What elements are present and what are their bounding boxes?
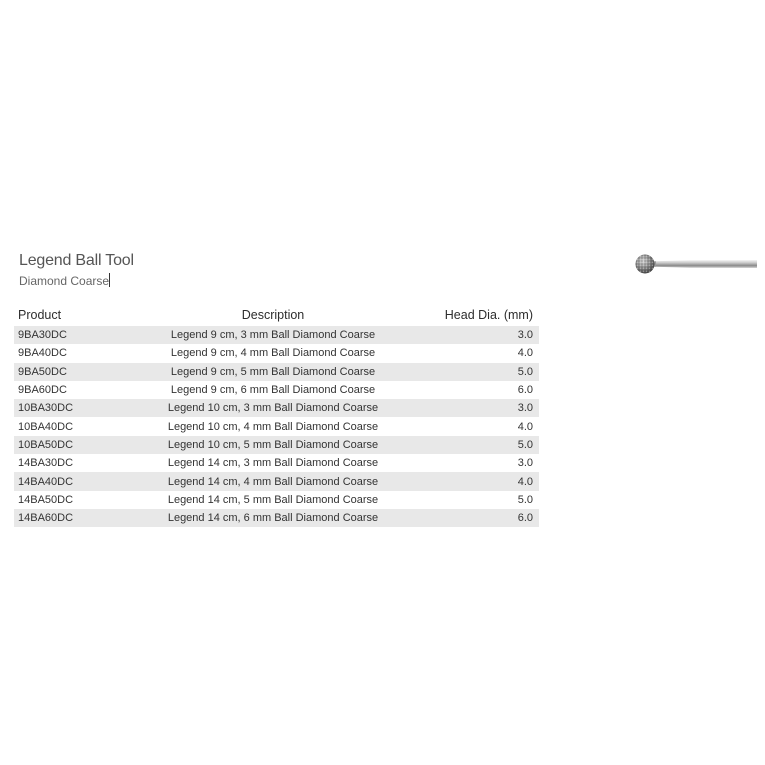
table-row [14, 491, 539, 509]
table-header-row [14, 300, 539, 326]
product-code-cell: 9BA40DC [14, 344, 124, 362]
product-code-cell: 10BA50DC [14, 436, 124, 454]
head-dia-cell: 5.0 [424, 436, 539, 454]
table-row [14, 381, 539, 399]
head-dia-cell: 3.0 [424, 326, 539, 344]
product-code-cell: 14BA60DC [14, 509, 124, 527]
page-subtitle [19, 273, 110, 289]
table-row [14, 417, 539, 435]
description-cell: Legend 10 cm, 4 mm Ball Diamond Coarse [124, 417, 424, 435]
product-code-cell: 9BA30DC [14, 326, 124, 344]
description-cell: Legend 9 cm, 3 mm Ball Diamond Coarse [124, 326, 424, 344]
head-dia-cell: 4.0 [424, 344, 539, 362]
description-cell: Legend 10 cm, 3 mm Ball Diamond Coarse [124, 399, 424, 417]
table-row [14, 472, 539, 490]
head-dia-cell: 6.0 [424, 509, 539, 527]
text-cursor [109, 273, 110, 287]
product-code-cell: 10BA30DC [14, 399, 124, 417]
head-dia-cell: 6.0 [424, 381, 539, 399]
product-code-cell: 9BA50DC [14, 363, 124, 381]
table-row [14, 344, 539, 362]
product-code-cell: 9BA60DC [14, 381, 124, 399]
description-cell: Legend 14 cm, 6 mm Ball Diamond Coarse [124, 509, 424, 527]
description-cell: Legend 9 cm, 6 mm Ball Diamond Coarse [124, 381, 424, 399]
description-cell: Legend 9 cm, 4 mm Ball Diamond Coarse [124, 344, 424, 362]
head-dia-cell: 3.0 [424, 399, 539, 417]
table-row [14, 363, 539, 381]
column-header-product: Product [18, 308, 62, 322]
head-dia-cell: 5.0 [424, 491, 539, 509]
page-title: Legend Ball Tool [19, 252, 134, 269]
product-code-cell: 10BA40DC [14, 417, 124, 435]
product-table [14, 300, 539, 527]
diamond-ball-bur-image [632, 248, 757, 280]
head-dia-cell: 4.0 [424, 417, 539, 435]
description-cell: Legend 14 cm, 5 mm Ball Diamond Coarse [124, 491, 424, 509]
product-code-cell: 14BA50DC [14, 491, 124, 509]
description-cell: Legend 10 cm, 5 mm Ball Diamond Coarse [124, 436, 424, 454]
column-header-description: Description [241, 308, 305, 322]
table-row [14, 326, 539, 344]
table-row [14, 454, 539, 472]
head-dia-cell: 4.0 [424, 472, 539, 490]
description-cell: Legend 9 cm, 5 mm Ball Diamond Coarse [124, 363, 424, 381]
column-header-head-dia: Head Dia. (mm) [444, 308, 533, 322]
table-row [14, 399, 539, 417]
head-dia-cell: 5.0 [424, 363, 539, 381]
description-cell: Legend 14 cm, 4 mm Ball Diamond Coarse [124, 472, 424, 490]
head-dia-cell: 3.0 [424, 454, 539, 472]
product-code-cell: 14BA40DC [14, 472, 124, 490]
product-code-cell: 14BA30DC [14, 454, 124, 472]
table-body [14, 326, 539, 527]
table-row [14, 436, 539, 454]
description-cell: Legend 14 cm, 3 mm Ball Diamond Coarse [124, 454, 424, 472]
subtitle-text: Diamond Coarse [19, 274, 110, 288]
table-row [14, 509, 539, 527]
